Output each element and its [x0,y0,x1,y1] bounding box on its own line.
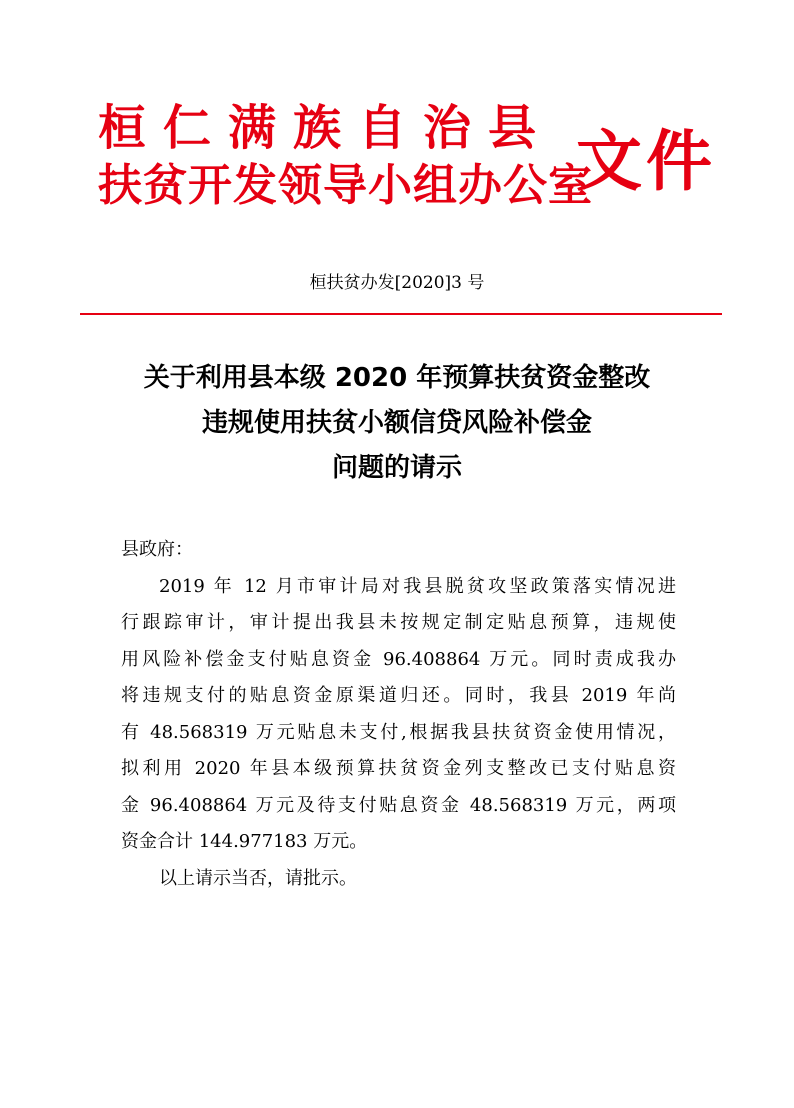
paragraph-line: 将违规支付的贴息资金原渠道归还。同时，我县 2019 年尚 [121,685,676,706]
document-body [121,532,676,897]
paragraph-line: 资金合计 144.977183 万元。 [121,831,368,852]
closing-request: 以上请示当否，请批示。 [159,867,357,889]
issuer-name-line-1: 桓仁满族自治县 [98,100,554,156]
title-line-1: 关于利用县本级 2020 年预算扶贫资金整改 [143,363,651,393]
document-type-label: 文件 [576,123,716,200]
paragraph-line: 行跟踪审计，审计提出我县未按规定制定贴息预算，违规使 [121,612,676,633]
salutation: 县政府： [121,539,193,560]
paragraph-line: 拟利用 2020 年县本级预算扶贫资金列支整改已支付贴息资 [121,758,676,779]
document-header [98,100,718,220]
body-paragraph-1 [121,569,676,861]
issuer-name-line-2: 扶贫开发领导小组办公室 [98,160,593,211]
document-number: 桓扶贫办发[2020]3 号 [309,273,485,293]
paragraph-line: 金 96.408864 万元及待支付贴息资金 48.568319 万元，两项 [121,794,676,816]
document-title [0,356,794,491]
title-line-2: 违规使用扶贫小额信贷风险补偿金 [201,408,592,438]
paragraph-line: 有 48.568319 万元贴息未支付,根据我县扶贫资金使用情况， [121,721,676,743]
paragraph-line: 2019 年 12 月市审计局对我县脱贫攻坚政策落实情况进 [159,575,676,597]
header-divider-line [80,313,722,315]
title-line-3: 问题的请示 [331,453,462,483]
paragraph-line: 用风险补偿金支付贴息资金 96.408864 万元。同时责成我办 [121,648,676,670]
